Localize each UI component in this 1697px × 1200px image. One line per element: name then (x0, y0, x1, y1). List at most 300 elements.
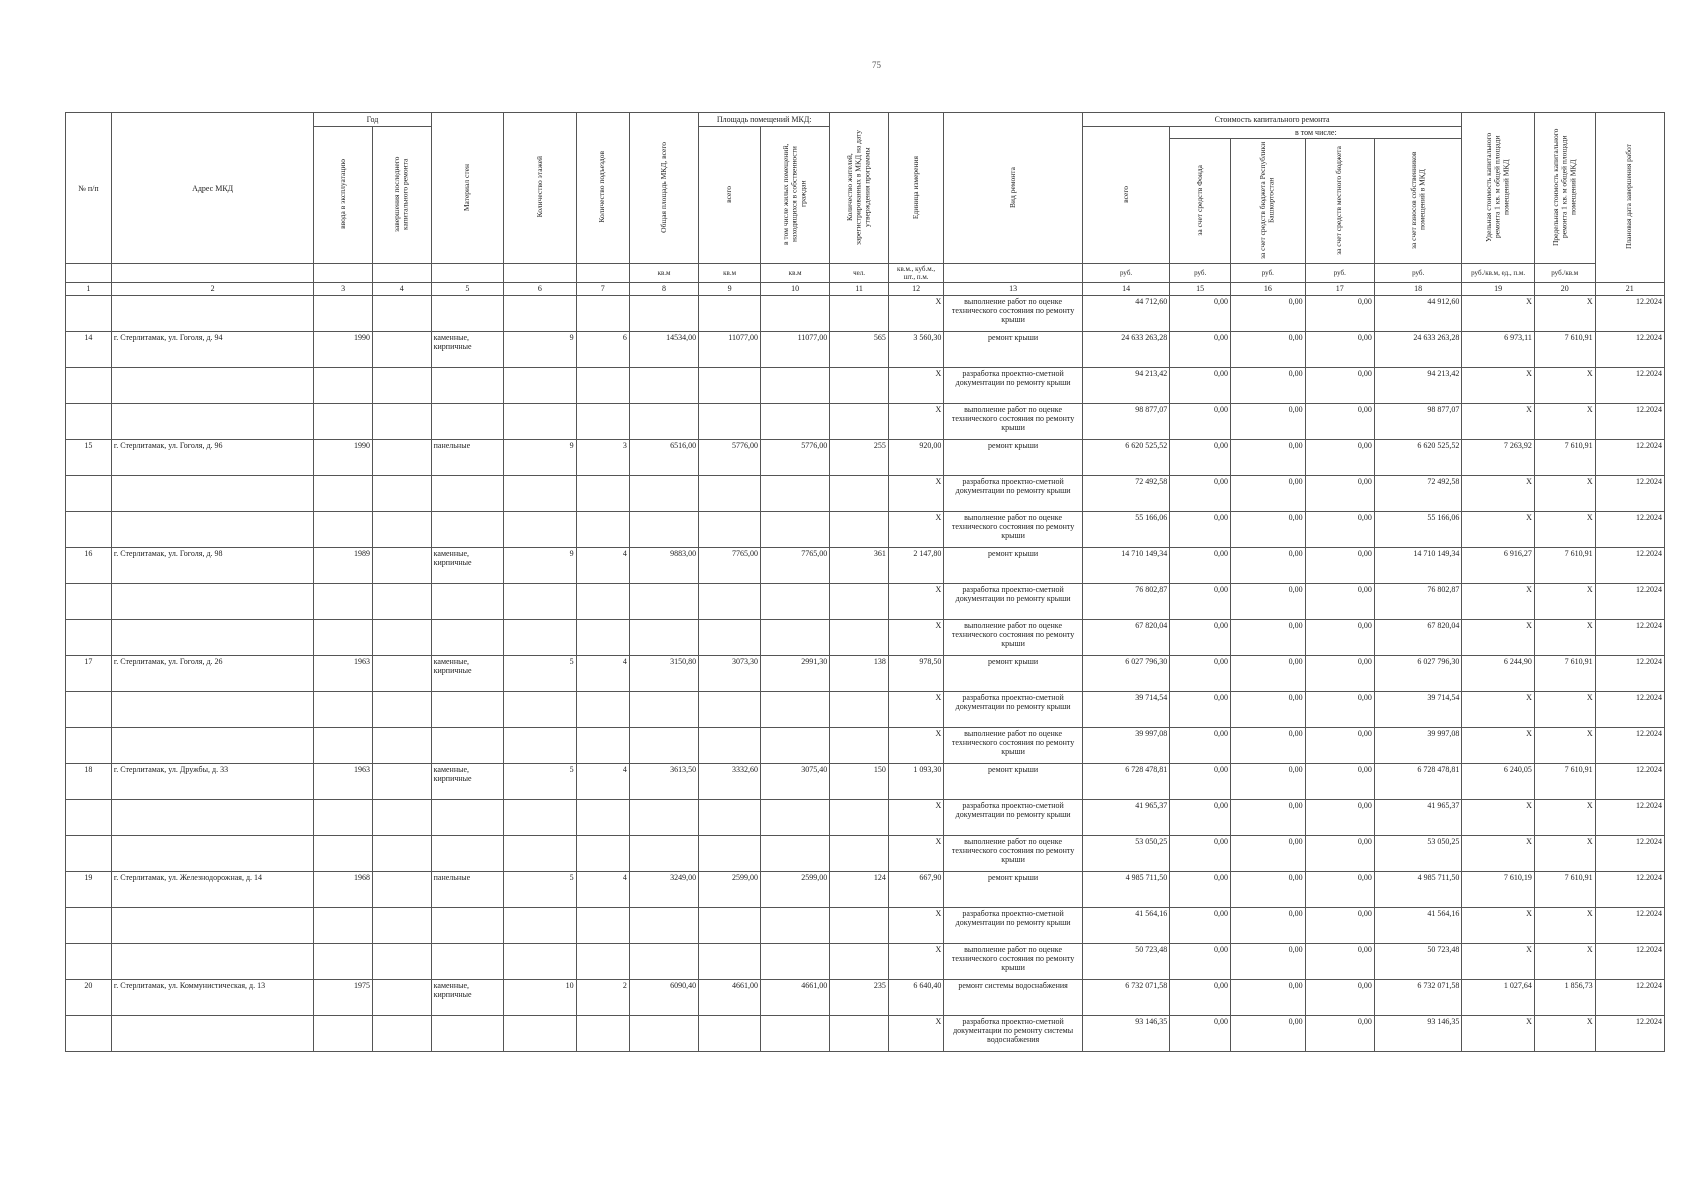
cell-pt (699, 583, 761, 619)
cell-po: 3075,40 (760, 763, 829, 799)
cell-pt: 11077,00 (699, 331, 761, 367)
cell-m: 0,00 (1305, 583, 1374, 619)
cell-y2 (372, 871, 431, 907)
cell-pt: 3332,60 (699, 763, 761, 799)
cell-en (576, 1015, 629, 1051)
cell-f: 0,00 (1170, 727, 1231, 763)
cell-res (830, 511, 889, 547)
cell-m: 0,00 (1305, 943, 1374, 979)
cell-res (830, 799, 889, 835)
header-deadline-text: Плановая дата завершения работ (1624, 144, 1634, 250)
cell-pt (699, 619, 761, 655)
header-cost-total: всего (1120, 185, 1130, 203)
cell-uc: X (1462, 403, 1534, 439)
table-row (66, 331, 1665, 367)
unit-cell: чел. (830, 264, 889, 283)
cell-qty: X (888, 403, 943, 439)
cell-r: 0,00 (1231, 331, 1306, 367)
cell-d: 12.2024 (1595, 763, 1664, 799)
cell-qty: X (888, 835, 943, 871)
cell-y2 (372, 979, 431, 1015)
cell-po: 2991,30 (760, 655, 829, 691)
header-cost-local: за счет средств местного бюджета (1334, 145, 1344, 255)
cell-pt (699, 943, 761, 979)
cell-o: 41 965,37 (1374, 799, 1461, 835)
cell-area (629, 583, 698, 619)
cell-y2 (372, 331, 431, 367)
cell-y2 (372, 511, 431, 547)
cell-t: 67 820,04 (1082, 619, 1169, 655)
cell-o: 24 633 263,28 (1374, 331, 1461, 367)
cell-addr (111, 367, 314, 403)
cell-mat (431, 295, 503, 331)
cell-mat: каменные, кирпичные (431, 547, 503, 583)
cell-pt (699, 799, 761, 835)
cell-r: 0,00 (1231, 295, 1306, 331)
cell-uc: X (1462, 367, 1534, 403)
cell-po (760, 691, 829, 727)
unit-cell: руб./кв.м (1534, 264, 1595, 283)
cell-mc: X (1534, 799, 1595, 835)
register-body (66, 295, 1665, 1051)
cell-t: 44 712,60 (1082, 295, 1169, 331)
column-index-cell: 18 (1374, 283, 1461, 295)
cell-res (830, 1015, 889, 1051)
cell-mat: панельные (431, 439, 503, 475)
cell-res (830, 835, 889, 871)
cell-work: разработка проектно-сметной документации по ремонту крыши (944, 907, 1083, 943)
cell-d: 12.2024 (1595, 583, 1664, 619)
cell-po (760, 727, 829, 763)
cell-y1: 1963 (314, 763, 373, 799)
cell-work: выполнение работ по оценке технического состояния по ремонту крыши (944, 835, 1083, 871)
cell-mc: 7 610,91 (1534, 763, 1595, 799)
cell-po: 4661,00 (760, 979, 829, 1015)
table-row (66, 475, 1665, 511)
header-premises-group: Площадь помещений МКД: (699, 113, 830, 127)
cell-f: 0,00 (1170, 331, 1231, 367)
cell-po (760, 619, 829, 655)
cell-addr (111, 835, 314, 871)
cell-r: 0,00 (1231, 619, 1306, 655)
header-unit (888, 113, 943, 264)
cell-mc: X (1534, 295, 1595, 331)
cell-t: 41 965,37 (1082, 799, 1169, 835)
cell-area: 3613,50 (629, 763, 698, 799)
cell-en (576, 619, 629, 655)
cell-fl (504, 907, 576, 943)
column-index-cell: 13 (944, 283, 1083, 295)
column-index-cell: 14 (1082, 283, 1169, 295)
cell-uc: X (1462, 475, 1534, 511)
unit-cell: руб. (1082, 264, 1169, 283)
cell-fl (504, 727, 576, 763)
cell-y2 (372, 547, 431, 583)
cell-t: 14 710 149,34 (1082, 547, 1169, 583)
cell-y1 (314, 691, 373, 727)
unit-cell: руб. (1305, 264, 1374, 283)
cell-work: ремонт крыши (944, 655, 1083, 691)
cell-pt (699, 295, 761, 331)
cell-mat (431, 403, 503, 439)
cell-area: 3150,80 (629, 655, 698, 691)
cell-pt: 7765,00 (699, 547, 761, 583)
cell-f: 0,00 (1170, 475, 1231, 511)
unit-cell: руб./кв.м, ед., п.м. (1462, 264, 1534, 283)
cell-pt (699, 907, 761, 943)
cell-en: 4 (576, 547, 629, 583)
cell-f: 0,00 (1170, 871, 1231, 907)
cell-area: 3249,00 (629, 871, 698, 907)
cell-f: 0,00 (1170, 763, 1231, 799)
cell-uc: 6 244,90 (1462, 655, 1534, 691)
cell-r: 0,00 (1231, 763, 1306, 799)
cell-work: разработка проектно-сметной документации по ремонту крыши (944, 799, 1083, 835)
cell-no: 20 (66, 979, 112, 1015)
column-index-row (66, 283, 1665, 295)
cell-no (66, 1015, 112, 1051)
cell-o: 67 820,04 (1374, 619, 1461, 655)
cell-d: 12.2024 (1595, 691, 1664, 727)
cell-work: ремонт крыши (944, 439, 1083, 475)
table-row (66, 799, 1665, 835)
cell-addr: г. Стерлитамак, ул. Гоголя, д. 96 (111, 439, 314, 475)
cell-y1: 1963 (314, 655, 373, 691)
cell-uc: 6 916,27 (1462, 547, 1534, 583)
cell-y2 (372, 1015, 431, 1051)
cell-mc: X (1534, 907, 1595, 943)
unit-cell: руб. (1231, 264, 1306, 283)
cell-y2 (372, 583, 431, 619)
cell-m: 0,00 (1305, 439, 1374, 475)
cell-r: 0,00 (1231, 367, 1306, 403)
cell-m: 0,00 (1305, 655, 1374, 691)
header-residents (830, 113, 889, 264)
table-row (66, 943, 1665, 979)
cell-f: 0,00 (1170, 619, 1231, 655)
cell-m: 0,00 (1305, 475, 1374, 511)
header-cost-owners: за счет взносов собственников помещений в МКД (1408, 151, 1427, 249)
cell-pt: 2599,00 (699, 871, 761, 907)
cell-t: 6 728 478,81 (1082, 763, 1169, 799)
cell-area (629, 475, 698, 511)
cell-area: 6516,00 (629, 439, 698, 475)
cell-po: 2599,00 (760, 871, 829, 907)
cell-area (629, 1015, 698, 1051)
header-wall-material (431, 113, 503, 264)
table-row (66, 835, 1665, 871)
cell-mat: каменные, кирпичные (431, 655, 503, 691)
cell-uc: X (1462, 511, 1534, 547)
cell-m: 0,00 (1305, 619, 1374, 655)
header-cost-incl: в том числе: (1170, 127, 1462, 139)
cell-pt (699, 511, 761, 547)
cell-area (629, 691, 698, 727)
header-floors-text: Количество этажей (534, 156, 544, 218)
cell-addr: г. Стерлитамак, ул. Гоголя, д. 26 (111, 655, 314, 691)
cell-qty: X (888, 475, 943, 511)
cell-fl: 5 (504, 655, 576, 691)
cell-o: 76 802,87 (1374, 583, 1461, 619)
column-index-cell: 8 (629, 283, 698, 295)
header-work-type-text: Вид ремонта (1007, 166, 1017, 208)
header-deadline (1595, 113, 1664, 283)
cell-mat: панельные (431, 871, 503, 907)
cell-t: 94 213,42 (1082, 367, 1169, 403)
column-index-cell: 5 (431, 283, 503, 295)
cell-uc: X (1462, 691, 1534, 727)
cell-o: 53 050,25 (1374, 835, 1461, 871)
cell-po (760, 403, 829, 439)
cell-pt (699, 367, 761, 403)
cell-mat (431, 907, 503, 943)
cell-mc: X (1534, 475, 1595, 511)
cell-area (629, 295, 698, 331)
cell-r: 0,00 (1231, 835, 1306, 871)
cell-y2 (372, 763, 431, 799)
cell-work: ремонт крыши (944, 547, 1083, 583)
cell-en (576, 583, 629, 619)
header-entrances-text: Количество подъездов (597, 151, 607, 223)
cell-d: 12.2024 (1595, 979, 1664, 1015)
cell-fl (504, 295, 576, 331)
cell-d: 12.2024 (1595, 1015, 1664, 1051)
cell-f: 0,00 (1170, 907, 1231, 943)
cell-fl: 10 (504, 979, 576, 1015)
cell-en: 4 (576, 871, 629, 907)
cell-y2 (372, 439, 431, 475)
cell-mat: каменные, кирпичные (431, 979, 503, 1015)
cell-m: 0,00 (1305, 907, 1374, 943)
cell-qty: 667,90 (888, 871, 943, 907)
cell-res (830, 403, 889, 439)
cell-qty: X (888, 799, 943, 835)
cell-work: выполнение работ по оценке технического состояния по ремонту крыши (944, 403, 1083, 439)
cell-t: 98 877,07 (1082, 403, 1169, 439)
cell-y1 (314, 583, 373, 619)
cell-o: 94 213,42 (1374, 367, 1461, 403)
cell-uc: 1 027,64 (1462, 979, 1534, 1015)
cell-fl (504, 511, 576, 547)
cell-d: 12.2024 (1595, 403, 1664, 439)
cell-y2 (372, 475, 431, 511)
cell-work: ремонт системы водоснабжения (944, 979, 1083, 1015)
cell-addr (111, 583, 314, 619)
cell-no (66, 511, 112, 547)
cell-po (760, 835, 829, 871)
cell-en (576, 295, 629, 331)
cell-area: 14534,00 (629, 331, 698, 367)
header-cost-republic: за счет средств бюджета Республики Башкортостан (1258, 141, 1276, 259)
cell-t: 93 146,35 (1082, 1015, 1169, 1051)
header-total-area (629, 113, 698, 264)
cell-uc: 6 240,05 (1462, 763, 1534, 799)
cell-f: 0,00 (1170, 511, 1231, 547)
cell-o: 14 710 149,34 (1374, 547, 1461, 583)
cell-pt (699, 727, 761, 763)
cell-t: 39 714,54 (1082, 691, 1169, 727)
cell-r: 0,00 (1231, 547, 1306, 583)
cell-res: 565 (830, 331, 889, 367)
cell-f: 0,00 (1170, 295, 1231, 331)
cell-work: выполнение работ по оценке технического состояния по ремонту крыши (944, 295, 1083, 331)
cell-fl (504, 403, 576, 439)
unit-cell: руб. (1374, 264, 1461, 283)
cell-fl: 9 (504, 439, 576, 475)
header-total-area-text: Общая площадь МКД, всего (658, 141, 668, 233)
cell-o: 50 723,48 (1374, 943, 1461, 979)
cell-res: 138 (830, 655, 889, 691)
cell-res (830, 691, 889, 727)
cell-m: 0,00 (1305, 691, 1374, 727)
cell-y1 (314, 403, 373, 439)
cell-addr (111, 619, 314, 655)
cell-m: 0,00 (1305, 1015, 1374, 1051)
cell-m: 0,00 (1305, 799, 1374, 835)
header-work-type (944, 113, 1083, 264)
cell-pt (699, 835, 761, 871)
cell-qty: X (888, 511, 943, 547)
cell-no: 14 (66, 331, 112, 367)
cell-r: 0,00 (1231, 403, 1306, 439)
cell-pt (699, 403, 761, 439)
cell-area (629, 943, 698, 979)
cell-r: 0,00 (1231, 943, 1306, 979)
cell-mat: каменные, кирпичные (431, 331, 503, 367)
cell-o: 44 912,60 (1374, 295, 1461, 331)
cell-mat (431, 727, 503, 763)
cell-uc: X (1462, 583, 1534, 619)
cell-o: 39 714,54 (1374, 691, 1461, 727)
cell-m: 0,00 (1305, 547, 1374, 583)
cell-qty: X (888, 727, 943, 763)
cell-no (66, 727, 112, 763)
cell-no (66, 367, 112, 403)
register-table-wrapper (65, 112, 1665, 1052)
cell-r: 0,00 (1231, 799, 1306, 835)
cell-po: 7765,00 (760, 547, 829, 583)
cell-qty: X (888, 943, 943, 979)
cell-r: 0,00 (1231, 871, 1306, 907)
cell-y1 (314, 511, 373, 547)
cell-qty: 2 147,80 (888, 547, 943, 583)
cell-area: 6090,40 (629, 979, 698, 1015)
column-index-cell: 4 (372, 283, 431, 295)
cell-qty: X (888, 367, 943, 403)
cell-addr (111, 727, 314, 763)
column-index-cell: 7 (576, 283, 629, 295)
cell-mat (431, 367, 503, 403)
table-row (66, 907, 1665, 943)
header-unit-cost (1462, 113, 1534, 264)
cell-mat (431, 835, 503, 871)
cell-f: 0,00 (1170, 655, 1231, 691)
cell-work: разработка проектно-сметной документации по ремонту крыши (944, 475, 1083, 511)
cell-addr: г. Стерлитамак, ул. Гоголя, д. 98 (111, 547, 314, 583)
cell-area: 9883,00 (629, 547, 698, 583)
cell-area (629, 727, 698, 763)
cell-mat (431, 1015, 503, 1051)
cell-mat (431, 511, 503, 547)
cell-y1 (314, 835, 373, 871)
cell-fl (504, 583, 576, 619)
cell-po (760, 295, 829, 331)
unit-cell: кв.м (699, 264, 761, 283)
cell-t: 72 492,58 (1082, 475, 1169, 511)
cell-mc: X (1534, 835, 1595, 871)
table-row (66, 547, 1665, 583)
cell-y1 (314, 943, 373, 979)
cell-res (830, 619, 889, 655)
cell-no (66, 619, 112, 655)
cell-area (629, 835, 698, 871)
cell-res: 150 (830, 763, 889, 799)
cell-y1 (314, 907, 373, 943)
cell-en: 6 (576, 331, 629, 367)
table-row (66, 655, 1665, 691)
cell-area (629, 619, 698, 655)
cell-y2 (372, 403, 431, 439)
cell-res (830, 475, 889, 511)
cell-res: 124 (830, 871, 889, 907)
cell-fl (504, 943, 576, 979)
cell-en: 4 (576, 763, 629, 799)
page-number: 75 (872, 60, 881, 70)
cell-qty: X (888, 1015, 943, 1051)
cell-y1: 1968 (314, 871, 373, 907)
cell-mat (431, 475, 503, 511)
column-index-cell: 3 (314, 283, 373, 295)
cell-r: 0,00 (1231, 655, 1306, 691)
cell-m: 0,00 (1305, 403, 1374, 439)
table-row (66, 583, 1665, 619)
cell-no: 19 (66, 871, 112, 907)
cell-y1 (314, 799, 373, 835)
cell-work: выполнение работ по оценке технического состояния по ремонту крыши (944, 943, 1083, 979)
cell-no (66, 475, 112, 511)
column-index-cell: 10 (760, 283, 829, 295)
cell-no (66, 907, 112, 943)
cell-y1 (314, 727, 373, 763)
header-unit-text: Единица измерения (910, 155, 920, 219)
cell-fl: 9 (504, 547, 576, 583)
cell-qty: X (888, 691, 943, 727)
cell-qty: X (888, 583, 943, 619)
cell-y1: 1989 (314, 547, 373, 583)
cell-d: 12.2024 (1595, 439, 1664, 475)
cell-mat (431, 799, 503, 835)
cell-po (760, 907, 829, 943)
cell-o: 55 166,06 (1374, 511, 1461, 547)
cell-addr: г. Стерлитамак, ул. Коммунистическая, д. 13 (111, 979, 314, 1015)
cell-y2 (372, 835, 431, 871)
cell-mc: X (1534, 619, 1595, 655)
cell-r: 0,00 (1231, 475, 1306, 511)
cell-res (830, 907, 889, 943)
table-row (66, 1015, 1665, 1051)
column-index-cell: 17 (1305, 283, 1374, 295)
cell-no (66, 691, 112, 727)
cell-o: 6 732 071,58 (1374, 979, 1461, 1015)
cell-fl: 5 (504, 871, 576, 907)
unit-cell: кв.м (760, 264, 829, 283)
header-max-cost (1534, 113, 1595, 264)
cell-t: 41 564,16 (1082, 907, 1169, 943)
cell-res (830, 367, 889, 403)
column-index-cell: 1 (66, 283, 112, 295)
header-cost-group: Стоимость капитального ремонта (1082, 113, 1462, 127)
cell-o: 6 728 478,81 (1374, 763, 1461, 799)
